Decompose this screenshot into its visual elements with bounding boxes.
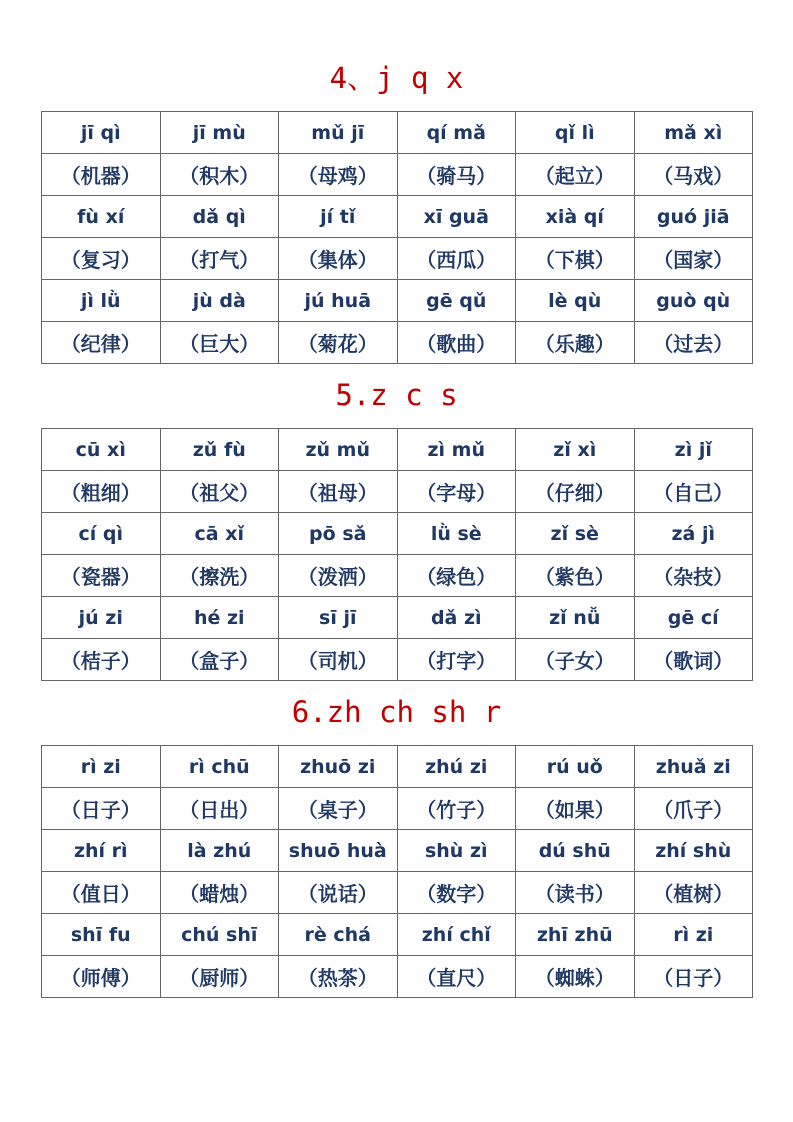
pinyin-cell: hé zi xyxy=(160,597,279,639)
pinyin-table xyxy=(41,428,753,681)
hanzi-cell: （打气） xyxy=(160,238,279,280)
pinyin-cell: zǔ fù xyxy=(160,429,279,471)
pinyin-cell: zǐ xì xyxy=(516,429,635,471)
pinyin-cell: chú shī xyxy=(160,914,279,956)
pinyin-cell: zhú zi xyxy=(397,746,516,788)
hanzi-cell: （值日） xyxy=(42,872,161,914)
pinyin-cell: shī fu xyxy=(42,914,161,956)
hanzi-cell: （自己） xyxy=(634,471,753,513)
hanzi-cell: （西瓜） xyxy=(397,238,516,280)
hanzi-cell: （日子） xyxy=(634,956,753,998)
hanzi-cell: （说话） xyxy=(279,872,398,914)
hanzi-cell: （直尺） xyxy=(397,956,516,998)
pinyin-cell: zhuǎ zi xyxy=(634,746,753,788)
pinyin-cell: zǔ mǔ xyxy=(279,429,398,471)
pinyin-cell: mǎ xì xyxy=(634,112,753,154)
hanzi-row xyxy=(42,639,753,681)
hanzi-cell: （子女） xyxy=(516,639,635,681)
pinyin-cell: dǎ qì xyxy=(160,196,279,238)
pinyin-cell: zhí shù xyxy=(634,830,753,872)
hanzi-cell: （竹子） xyxy=(397,788,516,830)
pinyin-table xyxy=(41,111,753,364)
hanzi-cell: （司机） xyxy=(279,639,398,681)
pinyin-row xyxy=(42,914,753,956)
hanzi-cell: （打字） xyxy=(397,639,516,681)
pinyin-cell: zì mǔ xyxy=(397,429,516,471)
hanzi-cell: （母鸡） xyxy=(279,154,398,196)
hanzi-cell: （国家） xyxy=(634,238,753,280)
pinyin-cell: qǐ lì xyxy=(516,112,635,154)
pinyin-cell: xià qí xyxy=(516,196,635,238)
hanzi-cell: （机器） xyxy=(42,154,161,196)
hanzi-cell: （数字） xyxy=(397,872,516,914)
pinyin-cell: lè qù xyxy=(516,280,635,322)
hanzi-cell: （字母） xyxy=(397,471,516,513)
pinyin-cell: shuō huà xyxy=(279,830,398,872)
pinyin-cell: zǐ nǚ xyxy=(516,597,635,639)
hanzi-cell: （下棋） xyxy=(516,238,635,280)
pinyin-cell: qí mǎ xyxy=(397,112,516,154)
section-title: 6.zh ch sh r xyxy=(291,695,502,729)
hanzi-cell: （祖父） xyxy=(160,471,279,513)
pinyin-cell: cū xì xyxy=(42,429,161,471)
hanzi-cell: （马戏） xyxy=(634,154,753,196)
pinyin-cell: guó jiā xyxy=(634,196,753,238)
pinyin-cell: cí qì xyxy=(42,513,161,555)
hanzi-row xyxy=(42,788,753,830)
pinyin-cell: zhī zhū xyxy=(516,914,635,956)
pinyin-cell: mǔ jī xyxy=(279,112,398,154)
hanzi-cell: （厨师） xyxy=(160,956,279,998)
pinyin-cell: guò qù xyxy=(634,280,753,322)
section-title: 5.z c s xyxy=(335,378,458,412)
hanzi-cell: （歌曲） xyxy=(397,322,516,364)
pinyin-cell: zǐ sè xyxy=(516,513,635,555)
hanzi-cell: （紫色） xyxy=(516,555,635,597)
hanzi-row xyxy=(42,154,753,196)
hanzi-cell: （热茶） xyxy=(279,956,398,998)
hanzi-cell: （如果） xyxy=(516,788,635,830)
hanzi-cell: （擦洗） xyxy=(160,555,279,597)
hanzi-cell: （过去） xyxy=(634,322,753,364)
hanzi-cell: （泼洒） xyxy=(279,555,398,597)
pinyin-cell: jù dà xyxy=(160,280,279,322)
pinyin-cell: gē qǔ xyxy=(397,280,516,322)
hanzi-cell: （蜘蛛） xyxy=(516,956,635,998)
pinyin-row xyxy=(42,196,753,238)
hanzi-cell: （日出） xyxy=(160,788,279,830)
pinyin-cell: dú shū xyxy=(516,830,635,872)
hanzi-cell: （盒子） xyxy=(160,639,279,681)
hanzi-row xyxy=(42,872,753,914)
pinyin-cell: gē cí xyxy=(634,597,753,639)
hanzi-cell: （桌子） xyxy=(279,788,398,830)
hanzi-cell: （爪子） xyxy=(634,788,753,830)
pinyin-cell: jú zi xyxy=(42,597,161,639)
pinyin-cell: jú huā xyxy=(279,280,398,322)
pinyin-cell: jí tǐ xyxy=(279,196,398,238)
pinyin-cell: dǎ zì xyxy=(397,597,516,639)
pinyin-cell: zhuō zi xyxy=(279,746,398,788)
hanzi-row xyxy=(42,555,753,597)
hanzi-cell: （日子） xyxy=(42,788,161,830)
pinyin-row xyxy=(42,830,753,872)
pinyin-cell: zá jì xyxy=(634,513,753,555)
pinyin-cell: rì zi xyxy=(634,914,753,956)
hanzi-cell: （积木） xyxy=(160,154,279,196)
pinyin-cell: là zhú xyxy=(160,830,279,872)
hanzi-cell: （瓷器） xyxy=(42,555,161,597)
hanzi-cell: （蜡烛） xyxy=(160,872,279,914)
pinyin-row xyxy=(42,746,753,788)
hanzi-cell: （师傅） xyxy=(42,956,161,998)
hanzi-row xyxy=(42,322,753,364)
hanzi-cell: （菊花） xyxy=(279,322,398,364)
pinyin-row xyxy=(42,112,753,154)
hanzi-cell: （歌词） xyxy=(634,639,753,681)
pinyin-cell: sī jī xyxy=(279,597,398,639)
pinyin-cell: jī qì xyxy=(42,112,161,154)
hanzi-cell: （仔细） xyxy=(516,471,635,513)
pinyin-cell: shù zì xyxy=(397,830,516,872)
pinyin-row xyxy=(42,513,753,555)
hanzi-cell: （绿色） xyxy=(397,555,516,597)
hanzi-cell: （桔子） xyxy=(42,639,161,681)
pinyin-cell: xī guā xyxy=(397,196,516,238)
pinyin-row xyxy=(42,429,753,471)
pinyin-row xyxy=(42,280,753,322)
pinyin-cell: fù xí xyxy=(42,196,161,238)
hanzi-cell: （粗细） xyxy=(42,471,161,513)
hanzi-row xyxy=(42,956,753,998)
hanzi-cell: （集体） xyxy=(279,238,398,280)
pinyin-cell: jì lǜ xyxy=(42,280,161,322)
hanzi-cell: （骑马） xyxy=(397,154,516,196)
hanzi-cell: （复习） xyxy=(42,238,161,280)
hanzi-cell: （植树） xyxy=(634,872,753,914)
pinyin-cell: zhí rì xyxy=(42,830,161,872)
pinyin-cell: lǜ sè xyxy=(397,513,516,555)
hanzi-cell: （起立） xyxy=(516,154,635,196)
pinyin-row xyxy=(42,597,753,639)
hanzi-cell: （巨大） xyxy=(160,322,279,364)
pinyin-cell: pō sǎ xyxy=(279,513,398,555)
pinyin-table xyxy=(41,745,753,998)
hanzi-row xyxy=(42,238,753,280)
hanzi-cell: （纪律） xyxy=(42,322,161,364)
hanzi-row xyxy=(42,471,753,513)
hanzi-cell: （杂技） xyxy=(634,555,753,597)
pinyin-cell: zì jǐ xyxy=(634,429,753,471)
section-title: 4、j q x xyxy=(329,61,464,95)
pinyin-cell: rú uǒ xyxy=(516,746,635,788)
pinyin-cell: rì chū xyxy=(160,746,279,788)
pinyin-cell: cā xǐ xyxy=(160,513,279,555)
pinyin-cell: zhí chǐ xyxy=(397,914,516,956)
hanzi-cell: （乐趣） xyxy=(516,322,635,364)
hanzi-cell: （祖母） xyxy=(279,471,398,513)
pinyin-cell: rì zi xyxy=(42,746,161,788)
pinyin-cell: jī mù xyxy=(160,112,279,154)
pinyin-cell: rè chá xyxy=(279,914,398,956)
hanzi-cell: （读书） xyxy=(516,872,635,914)
